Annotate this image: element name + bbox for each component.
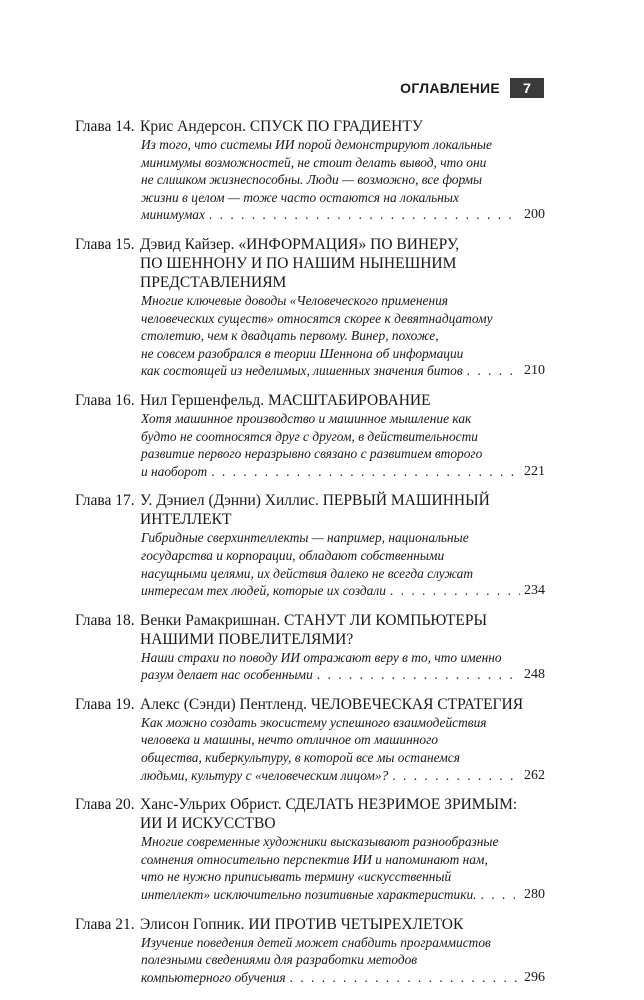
description-line: [141, 136, 545, 154]
chapter-title-line: Алекс (Сэнди) Пентленд. ЧЕЛОВЕЧЕСКАЯ СТРАТЕГИЯ: [140, 695, 524, 713]
toc-entry: [75, 391, 545, 480]
description-text: Хотя машинное производство и машинное мышление как: [141, 410, 472, 426]
description-text: жизни в целом — тоже часто остаются на локальных: [141, 189, 459, 205]
description-text: не совсем разобрался в теории Шеннона об информации: [141, 345, 464, 361]
chapter-number: Глава 21.: [75, 915, 135, 933]
description-line: [141, 310, 545, 328]
chapter-description: [141, 649, 545, 684]
chapter-title-line: Крис Андерсон. СПУСК ПО ГРАДИЕНТУ: [140, 118, 423, 135]
chapter-title: [140, 491, 545, 529]
table-of-contents: [75, 117, 545, 997]
description-text: Многие ключевые доводы «Человеческого применения: [141, 292, 449, 308]
dot-leader: [290, 969, 520, 987]
description-text: как состоящей из неделимых, лишенных значения битов: [141, 363, 463, 379]
description-text: интересам тех людей, которые их создали: [141, 583, 386, 599]
description-text: Как можно создать экосистему успешного взаимодействия: [141, 714, 487, 730]
description-line: [141, 749, 545, 767]
description-text: компьютерного обучения: [141, 969, 286, 985]
description-line: [141, 851, 545, 869]
description-line: [141, 362, 545, 380]
description-line: [141, 582, 545, 600]
chapter-description: [141, 833, 545, 903]
description-text: людьми, культуру с «человеческим лицом»?: [141, 767, 389, 783]
description-line: [141, 410, 545, 428]
chapter-description: [141, 934, 545, 987]
description-text: не слишком жизнеспособны. Люди — возможно, все формы: [141, 172, 483, 188]
description-text: полезными сведениями для разработки методов: [141, 952, 418, 968]
chapter-number: Глава 17.: [75, 492, 135, 510]
description-line: [141, 714, 545, 732]
chapter-title-line: ИНТЕЛЛЕКТ: [140, 511, 232, 529]
description-text: человека и машины, нечто отличное от машинного: [141, 732, 439, 748]
page-reference: 221: [524, 463, 545, 479]
chapter-title-line: Элисон Гопник. ИИ ПРОТИВ ЧЕТЫРЕХЛЕТОК: [140, 915, 464, 933]
running-header: [400, 78, 544, 98]
description-line: [141, 868, 545, 886]
description-text: Из того, что системы ИИ порой демонстрируют локальные: [141, 137, 492, 152]
toc-entry: [75, 695, 545, 784]
description-text: интеллект» исключительно позитивные характеристики.: [141, 887, 477, 903]
description-line: [141, 154, 545, 172]
dot-leader: [467, 362, 520, 380]
chapter-title: [140, 795, 545, 833]
description-text: сомнения относительно перспектив ИИ и напоминают нам,: [141, 851, 488, 867]
page-reference: 296: [524, 969, 545, 985]
description-text: человеческих существ» относятся скорее к девятнадцатому: [141, 310, 493, 326]
page-reference: 234: [524, 583, 545, 599]
description-text: столетию, чем к двадцать первому. Винер, похоже,: [141, 328, 439, 344]
description-line: [141, 969, 545, 987]
toc-entry: [75, 795, 545, 903]
description-text: Изучение поведения детей может снабдить программистов: [141, 934, 491, 950]
dot-leader: [317, 666, 520, 684]
description-line: [141, 767, 545, 785]
chapter-title-line: ИИ И ИСКУССТВО: [140, 815, 276, 833]
description-line: [141, 666, 545, 684]
chapter-description: [141, 292, 545, 380]
chapter-description: [141, 136, 545, 224]
description-line: [141, 833, 545, 851]
description-line: [141, 345, 545, 363]
chapter-title-line: Нил Гершенфельд. МАСШТАБИРОВАНИЕ: [140, 391, 431, 409]
page-reference: 210: [524, 363, 545, 379]
toc-entry: [75, 491, 545, 599]
description-text: будто не соотносятся друг с другом, в действительности: [141, 428, 478, 444]
toc-entry: [75, 235, 545, 380]
description-line: [141, 463, 545, 481]
toc-entry: [75, 117, 545, 224]
description-line: [141, 731, 545, 749]
chapter-title-line: НАШИМИ ПОВЕЛИТЕЛЯМИ?: [140, 630, 354, 648]
description-line: [141, 445, 545, 463]
chapter-title: [140, 391, 545, 410]
description-line: [141, 547, 545, 565]
chapter-number: Глава 20.: [75, 796, 135, 814]
chapter-number: Глава 18.: [75, 611, 135, 629]
chapter-title: [140, 611, 545, 649]
chapter-description: [141, 529, 545, 599]
chapter-title-line: Ханс-Ульрих Обрист. СДЕЛАТЬ НЕЗРИМОЕ ЗРИМЫМ:: [140, 796, 518, 814]
chapter-title: [140, 117, 545, 136]
description-text: и наоборот: [141, 463, 208, 479]
chapter-number: Глава 14.: [75, 118, 135, 135]
dot-leader: [390, 582, 520, 600]
chapter-title-line: У. Дэниел (Дэнни) Хиллис. ПЕРВЫЙ МАШИННЫЙ: [140, 492, 490, 510]
description-line: [141, 649, 545, 667]
chapter-title-line: ПО ШЕННОНУ И ПО НАШИМ НЫНЕШНИМ: [140, 254, 457, 272]
chapter-title-line: Венки Рамакришнан. СТАНУТ ЛИ КОМПЬЮТЕРЫ: [140, 611, 487, 629]
description-line: [141, 934, 545, 952]
chapter-number: Глава 16.: [75, 391, 135, 409]
chapter-title: [140, 695, 545, 714]
chapter-title: [140, 915, 545, 934]
description-text: Многие современные художники высказывают разнообразные: [141, 834, 499, 850]
chapter-number: Глава 15.: [75, 235, 135, 253]
page-reference: 262: [524, 767, 545, 783]
page-reference: 280: [524, 887, 545, 903]
description-text: минимумах: [141, 207, 205, 223]
description-text: разум делает нас особенными: [141, 667, 313, 683]
chapter-title: [140, 235, 545, 292]
description-line: [141, 428, 545, 446]
description-line: [141, 327, 545, 345]
dot-leader: [481, 886, 520, 904]
page-reference: 200: [524, 207, 545, 223]
dot-leader: [209, 206, 520, 224]
description-line: [141, 292, 545, 310]
toc-entry: [75, 915, 545, 987]
description-text: государства и корпорации, обладают собственными: [141, 547, 445, 563]
description-line: [141, 565, 545, 583]
toc-entry: [75, 611, 545, 684]
header-title: ОГЛАВЛЕНИЕ: [400, 80, 500, 96]
description-line: [141, 171, 545, 189]
description-text: минимумы возможностей, не стоит делать вывод, что они: [141, 154, 487, 170]
description-line: [141, 951, 545, 969]
description-text: общества, киберкультуру, в которой все мы останемся: [141, 750, 460, 766]
chapter-number: Глава 19.: [75, 695, 135, 713]
description-text: Наши страхи по поводу ИИ отражают веру в то, что именно: [141, 649, 502, 665]
dot-leader: [211, 463, 520, 481]
description-text: насущными целями, их действия далеко не всегда служат: [141, 565, 473, 581]
description-text: что не нужно приписывать термину «искусственный: [141, 869, 452, 885]
chapter-description: [141, 714, 545, 784]
page-reference: 248: [524, 667, 545, 683]
description-line: [141, 529, 545, 547]
description-line: [141, 206, 545, 224]
chapter-description: [141, 410, 545, 480]
description-text: Гибридные сверхинтеллекты — например, национальные: [141, 530, 469, 546]
page-number-badge: 7: [510, 78, 544, 98]
chapter-title-line: Дэвид Кайзер. «ИНФОРМАЦИЯ» ПО ВИНЕРУ,: [140, 235, 460, 253]
description-line: [141, 189, 545, 207]
description-line: [141, 886, 545, 904]
chapter-title-line: ПРЕДСТАВЛЕНИЯМ: [140, 273, 287, 291]
description-text: развитие первого неразрывно связано с развитием второго: [141, 446, 483, 462]
dot-leader: [392, 767, 520, 785]
